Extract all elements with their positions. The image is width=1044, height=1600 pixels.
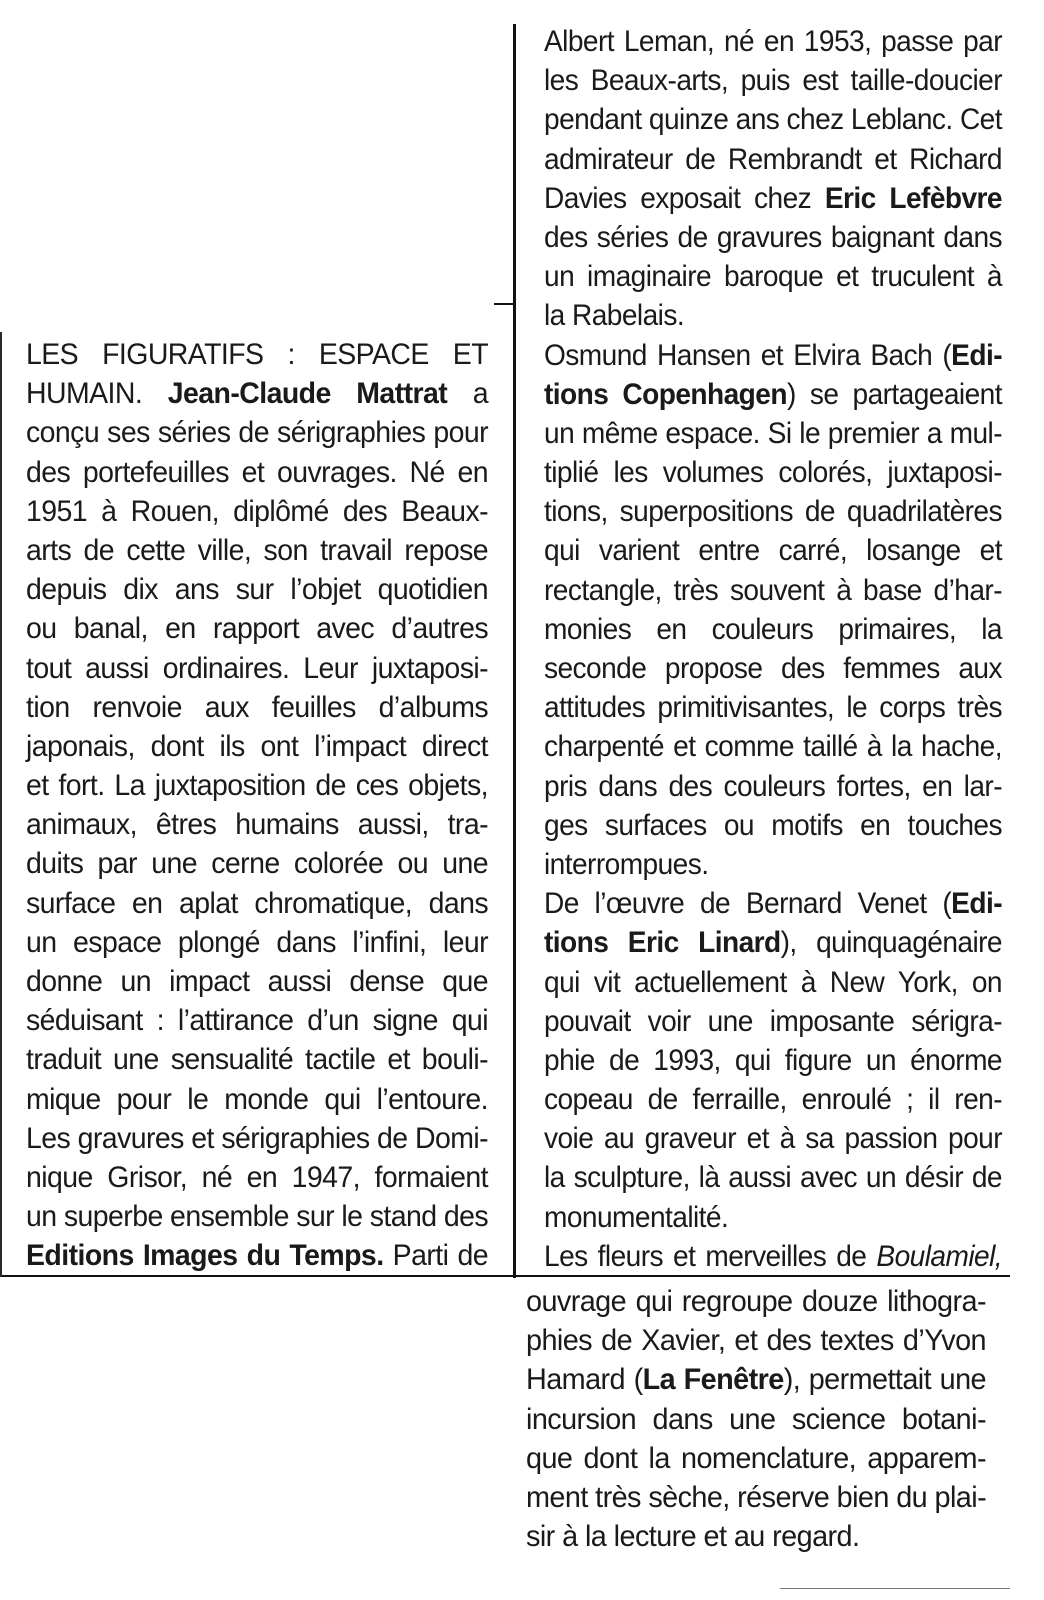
text-run: phie de 1993, qui figure un énorme <box>544 1043 1002 1077</box>
text-line <box>544 1002 1002 1041</box>
text-line <box>26 766 488 805</box>
text-run: Parti de <box>383 1239 489 1273</box>
text-run: charpenté et comme taillé à la hache, <box>544 730 1002 764</box>
text-line <box>544 571 1002 610</box>
text-run: LES FIGURATIFS : ESPACE ET <box>26 338 489 371</box>
text-line <box>26 923 488 962</box>
text-run: un espace plongé dans l’infini, leur <box>26 925 489 959</box>
text-run: tion renvoie aux feuilles d’albums <box>26 690 489 724</box>
text-run: donne un impact aussi dense que <box>26 965 489 998</box>
text-run: Les gravures et sérigraphies de Domi- <box>26 1121 489 1155</box>
text-run: rectangle, très souvent à base d’har- <box>544 573 1002 607</box>
text-line <box>526 1282 986 1321</box>
column-divider-rule <box>513 24 516 1278</box>
right-column-bottom-text <box>526 1282 986 1556</box>
bold-publisher-name: Jean-Claude Mattrat <box>167 377 448 411</box>
text-line <box>526 1360 986 1399</box>
text-line <box>26 1040 488 1079</box>
text-run: Albert Leman, né en 1953, passe par <box>544 25 1002 58</box>
left-column-text <box>26 335 488 1276</box>
text-run: De l’œuvre de Bernard Venet ( <box>544 887 952 921</box>
text-run: voie au graveur et à sa passion pour <box>544 1122 1002 1156</box>
text-line <box>544 727 1002 766</box>
text-line <box>544 923 1002 962</box>
text-line <box>544 492 1002 531</box>
text-line <box>544 414 1002 453</box>
text-line <box>26 727 488 766</box>
text-run: un superbe ensemble sur le stand des <box>26 1200 489 1234</box>
text-line <box>26 1119 488 1158</box>
text-run: 1951 à Rouen, diplômé des Beaux- <box>26 494 489 528</box>
text-run: mique pour le monde qui l’entoure. <box>26 1082 489 1116</box>
text-line <box>544 61 1002 100</box>
text-line <box>544 22 1002 61</box>
text-run: seconde propose des femmes aux <box>544 652 1002 685</box>
text-run: un imaginaire baroque et truculent à <box>544 260 1002 294</box>
text-line <box>544 806 1002 845</box>
text-run: un même espace. Si le premier a mul- <box>544 416 1002 450</box>
text-run: duits par une cerne colorée ou une <box>26 847 489 881</box>
column-divider-tick <box>494 303 514 305</box>
text-line <box>544 649 1002 688</box>
text-run: incursion dans une science botani- <box>526 1402 986 1436</box>
text-run: ment très sèche, réserve bien du plai- <box>526 1480 987 1514</box>
text-run: conçu ses séries de sérigraphies pour <box>26 416 489 450</box>
text-line <box>544 845 1002 884</box>
text-run: monumentalité. <box>544 1200 729 1234</box>
text-run: attitudes primitivisantes, le corps très <box>544 691 1002 725</box>
text-run: depuis dix ans sur l’objet quotidien <box>26 573 489 607</box>
text-run: Les fleurs et merveilles de <box>544 1239 877 1273</box>
text-run: ) se partageaient <box>786 377 1002 411</box>
text-run: Hamard ( <box>526 1363 643 1397</box>
text-line <box>26 531 488 570</box>
text-run: pendant quinze ans chez Leblanc. Cet <box>544 103 1002 137</box>
text-line <box>26 609 488 648</box>
bold-publisher-name: La Fenêtre <box>642 1363 784 1397</box>
text-line <box>26 413 488 452</box>
text-run: surface en aplat chromatique, dans <box>26 886 489 920</box>
text-line <box>26 335 488 374</box>
text-run: a <box>447 377 489 411</box>
text-run: tout aussi ordinaires. Leur juxtaposi- <box>26 651 489 685</box>
text-run: pouvait voir une imposante sérigra- <box>544 1004 1002 1038</box>
text-line <box>526 1439 986 1478</box>
text-line <box>26 453 488 492</box>
text-line <box>26 1236 488 1275</box>
text-run: ges surfaces ou motifs en touches <box>544 808 1002 842</box>
text-line <box>544 218 1002 257</box>
text-run: Osmund Hansen et Elvira Bach ( <box>544 338 952 372</box>
text-run: pris dans des couleurs fortes, en lar- <box>544 769 1002 803</box>
text-run: monies en couleurs primaires, la <box>544 612 1002 646</box>
text-line <box>544 531 1002 570</box>
text-line <box>26 1197 488 1236</box>
text-run: japonais, dont ils ont l’impact direct <box>26 729 489 763</box>
text-line <box>544 1119 1002 1158</box>
text-line <box>26 962 488 1001</box>
text-run: tions, superpositions de quadrilatères <box>544 495 1002 529</box>
text-run: la Rabelais. <box>544 299 685 333</box>
text-run: la sculpture, là aussi avec un désir de <box>544 1161 1002 1195</box>
clipping-left-edge <box>0 332 2 1277</box>
text-line <box>544 100 1002 139</box>
text-line <box>544 884 1002 923</box>
text-line <box>544 1237 1002 1276</box>
text-line <box>544 610 1002 649</box>
text-run: des séries de gravures baignant dans <box>544 220 1002 254</box>
text-line <box>26 1158 488 1197</box>
bold-publisher-name: Edi- <box>951 338 1002 372</box>
text-line <box>26 884 488 923</box>
text-run: Davies exposait chez <box>544 181 825 215</box>
text-run: les Beaux-arts, puis est taille-doucier <box>544 64 1002 98</box>
text-run: animaux, êtres humains aussi, tra- <box>26 808 489 842</box>
text-run: phies de Xavier, et des textes d’Yvon <box>526 1324 986 1358</box>
text-line <box>26 649 488 688</box>
text-line <box>544 336 1002 375</box>
text-line <box>526 1400 986 1439</box>
text-line <box>544 963 1002 1002</box>
text-run: copeau de ferraille, enroulé ; il ren- <box>544 1083 1002 1117</box>
right-column-top-text <box>544 22 1002 1276</box>
text-run: ), quinquagénaire <box>780 926 1002 960</box>
text-run: des portefeuilles et ouvrages. Né en <box>26 455 489 489</box>
bold-publisher-name: Eric Lefèbvre <box>824 181 1002 215</box>
text-run: arts de cette ville, son travail repose <box>26 533 489 567</box>
text-line <box>526 1321 986 1360</box>
text-run: que dont la nomenclature, apparem- <box>526 1441 986 1475</box>
text-line <box>544 179 1002 218</box>
text-line <box>544 688 1002 727</box>
text-line <box>26 844 488 883</box>
text-run: qui varient entre carré, losange et <box>544 534 1002 568</box>
text-line <box>544 375 1002 414</box>
text-run: qui vit actuellement à New York, on <box>544 965 1002 999</box>
text-line <box>544 296 1002 335</box>
text-line <box>544 257 1002 296</box>
text-run: interrompues. <box>544 847 709 881</box>
text-line <box>26 688 488 727</box>
text-run: traduit une sensualité tactile et bouli- <box>26 1043 489 1077</box>
page-bottom-edge <box>780 1588 1010 1589</box>
text-run: ), permettait une <box>783 1363 986 1397</box>
bold-publisher-name: Edi- <box>951 887 1002 921</box>
text-line <box>526 1517 986 1556</box>
text-line <box>544 1158 1002 1197</box>
text-run: admirateur de Rembrandt et Richard <box>544 142 1002 176</box>
text-run: ouvrage qui regroupe douze lithogra- <box>526 1285 986 1318</box>
text-line <box>26 1001 488 1040</box>
text-line <box>26 570 488 609</box>
text-run: nique Grisor, né en 1947, formaient <box>26 1160 489 1194</box>
text-line <box>544 1041 1002 1080</box>
text-line <box>26 805 488 844</box>
text-run: et fort. La juxtaposition de ces objets, <box>26 769 489 803</box>
text-line <box>26 374 488 413</box>
text-run: sir à la lecture et au regard. <box>526 1520 860 1554</box>
text-run: HUMAIN. <box>26 377 168 411</box>
bold-publisher-name: Editions Images du Temps. <box>26 1239 384 1273</box>
text-line <box>544 453 1002 492</box>
text-run: tiplié les volumes colorés, juxtaposi- <box>544 456 1002 490</box>
text-run: séduisant : l’attirance d’un signe qui <box>26 1004 489 1038</box>
italic-title: Boulamiel, <box>876 1239 1002 1273</box>
text-line <box>26 1080 488 1119</box>
text-run: ou banal, en rapport avec d’autres <box>26 612 489 646</box>
bold-publisher-name: tions Eric Linard <box>544 926 781 960</box>
text-line <box>526 1478 986 1517</box>
text-line <box>544 1198 1002 1237</box>
text-line <box>544 140 1002 179</box>
text-line <box>544 1080 1002 1119</box>
text-line <box>26 492 488 531</box>
bold-publisher-name: tions Copenhagen <box>544 377 787 411</box>
text-line <box>544 767 1002 806</box>
